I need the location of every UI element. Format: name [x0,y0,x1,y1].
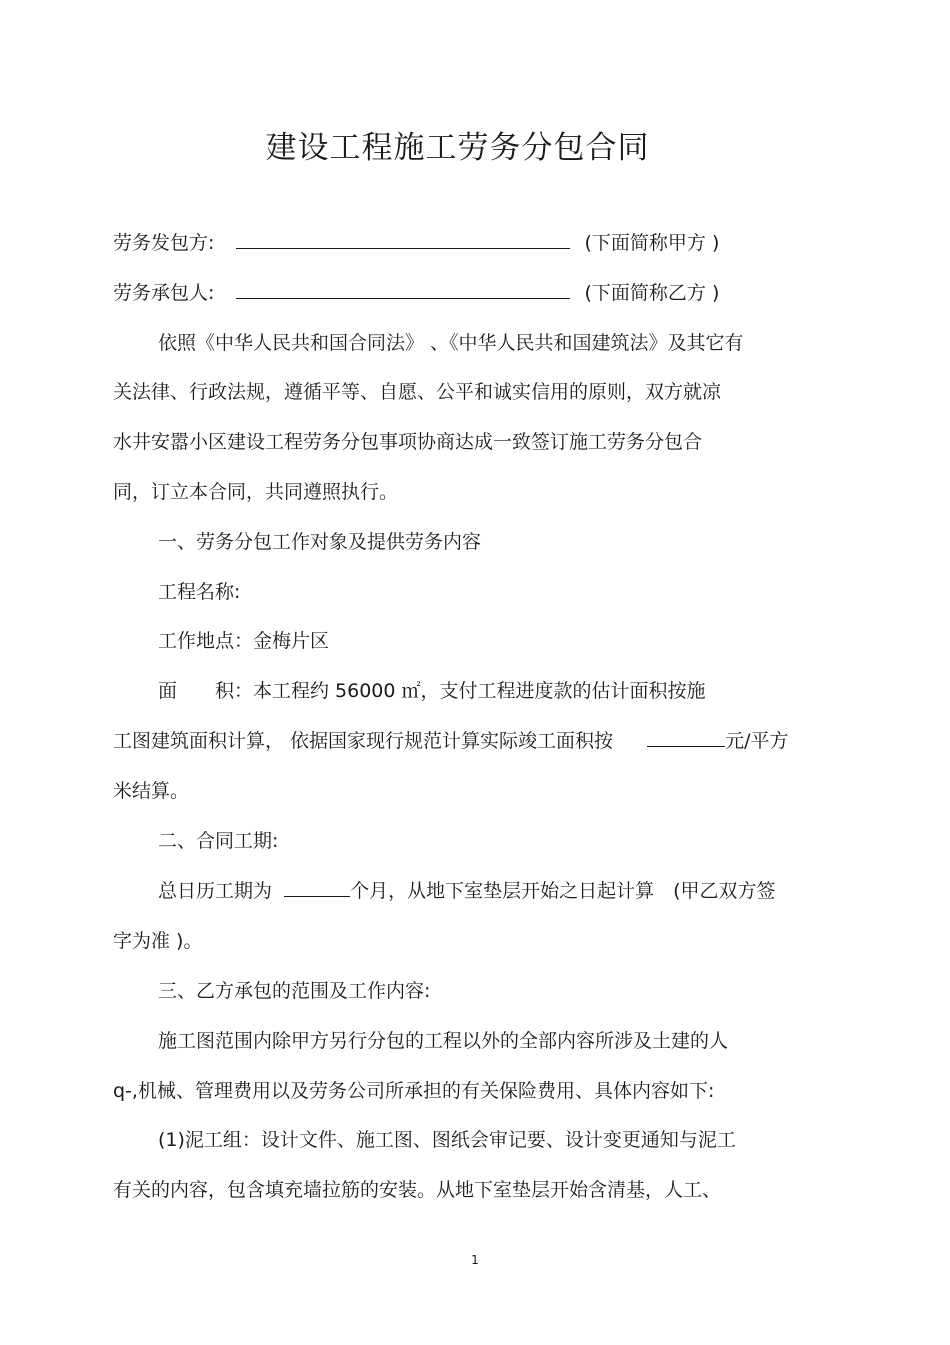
intro-line-1: 依照《中华人民共和国合同法》 、《中华人民共和国建筑法》及其它有 [158,332,744,354]
item-1-line-1: (1)泥工组：设计文件、施工图、图纸会审记要、设计变更通知与泥工 [158,1129,736,1151]
party-b-label: 劳务承包人: [113,282,215,304]
duration-rest: 个月，从地下室垫层开始之日起计算 (甲乙双方签 [350,880,776,902]
area-line-3: 米结算。 [113,780,190,802]
duration-blank[interactable] [284,878,350,897]
party-a-blank[interactable] [236,230,570,249]
unit-price-unit: 元/平方 [725,730,789,752]
area-line-1: 面 积：本工程约 56000 ㎡，支付工程进度款的估计面积按施 [158,680,706,702]
intro-line-4: 同，订立本合同，共同遵照执行。 [113,481,399,503]
duration-label: 总日历工期为 [158,880,273,902]
project-name-line: 工程名称: [158,581,241,603]
section-1-heading: 一、劳务分包工作对象及提供劳务内容 [158,531,482,553]
party-b-line [113,280,719,306]
duration-line-1 [158,878,775,904]
area-line-2-text: 工图建筑面积计算， 依据国家现行规范计算实际竣工面积按 [113,730,614,752]
party-b-note: (下面简称乙方 ) [584,282,720,304]
section-3-heading: 三、乙方承包的范围及工作内容: [158,980,431,1002]
intro-line-3: 水井安嚣小区建设工程劳务分包事项协商达成一致签订施工劳务分包合 [113,431,703,453]
item-1-line-2: 有关的内容，包含填充墙拉筋的安装。从地下室垫层开始含清基，人工、 [113,1179,722,1201]
page-number: 1 [471,1253,479,1267]
scope-line-1: 施工图范围内除甲方另行分包的工程以外的全部内容所涉及土建的人 [158,1030,729,1052]
location-line: 工作地点：金梅片区 [158,630,330,652]
intro-line-2: 关法律、行政法规，遵循平等、自愿、公平和诚实信用的原则，双方就凉 [113,381,722,403]
section-2-heading: 二、合同工期: [158,830,279,852]
area-line-2 [113,728,789,754]
party-a-note: (下面简称甲方 ) [584,232,720,254]
scope-line-2: q-,机械、管理费用以及劳务公司所承担的有关保险费用、具体内容如下: [113,1080,715,1102]
duration-line-2: 字为准 )。 [113,930,203,952]
party-a-label: 劳务发包方: [113,232,215,254]
unit-price-blank[interactable] [647,728,725,747]
document-title: 建设工程施工劳务分包合同 [265,130,650,166]
party-a-line [113,230,719,256]
party-b-blank[interactable] [236,280,570,299]
